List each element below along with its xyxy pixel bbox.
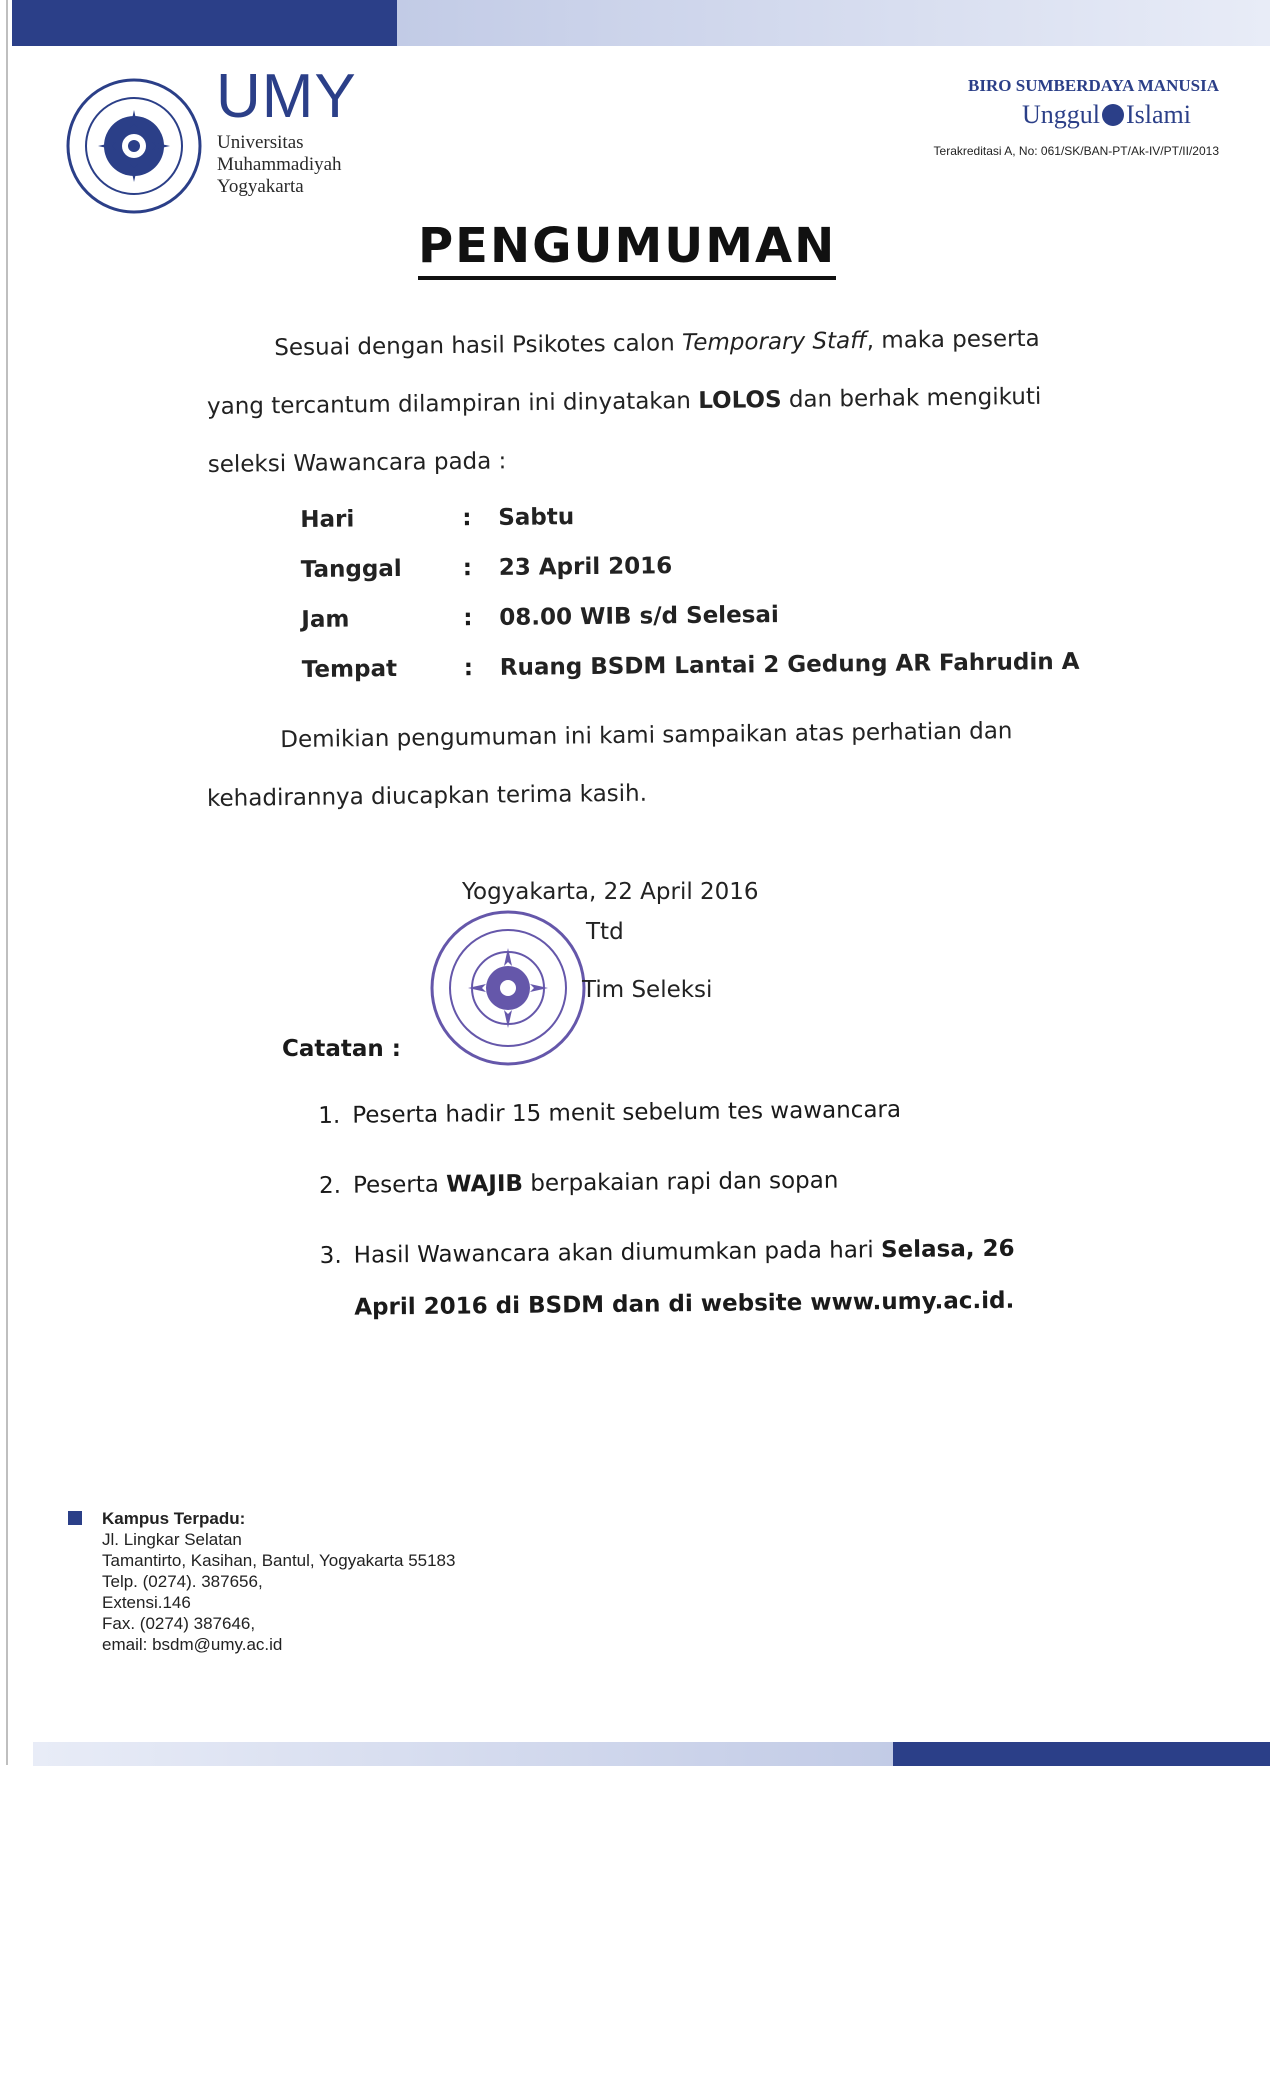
motto-right: Islami — [1126, 100, 1191, 129]
detail-value: 23 April 2016 — [498, 553, 673, 581]
detail-value: Sabtu — [498, 504, 575, 531]
note-item — [318, 1082, 1079, 1142]
signature-place-date: Yogyakarta, 22 April 2016 — [462, 879, 759, 905]
university-line-2: Muhammadiyah — [217, 154, 342, 175]
detail-colon: : — [463, 655, 474, 682]
accreditation-text: Terakreditasi A, No: 061/SK/BAN-PT/Ak-IV/PT/II/2013 — [933, 144, 1219, 158]
university-line-1: Universitas — [217, 132, 304, 153]
brand-logo-text: UMY — [216, 62, 357, 131]
motto-emblem-icon — [1102, 104, 1124, 126]
footer-line: email: bsdm@umy.ac.id — [102, 1635, 283, 1654]
top-band — [12, 0, 1270, 46]
detail-row — [300, 487, 1078, 545]
notes-title: Catatan : — [282, 1036, 402, 1062]
footer-line: Telp. (0274). 387656, — [102, 1572, 263, 1591]
motto-left: Unggul — [1022, 100, 1100, 129]
detail-label: Tanggal — [300, 555, 402, 583]
closing-paragraph — [206, 701, 1067, 827]
note-text-strong: WAJIB — [446, 1170, 524, 1198]
detail-row — [301, 587, 1079, 645]
signature-team: Tim Seleksi — [582, 977, 713, 1003]
note-number: 3. — [319, 1242, 342, 1269]
footer-line: Jl. Lingkar Selatan — [102, 1530, 242, 1549]
detail-row — [302, 637, 1080, 695]
detail-colon: : — [462, 505, 472, 532]
signature-block — [462, 872, 759, 1010]
intro-strong: LOLOS — [698, 386, 782, 414]
intro-paragraph — [206, 309, 1068, 493]
university-line-3: Yogyakarta — [217, 176, 304, 197]
detail-label: Jam — [301, 606, 350, 633]
intro-text-3: dan berhak mengikuti seleksi Wawancara pada : — [207, 383, 1042, 478]
bullet-square-icon — [68, 1511, 82, 1525]
intro-emphasis: Temporary Staff — [681, 327, 867, 357]
intro-text-1: Sesuai dengan hasil Psikotes calon — [274, 330, 683, 362]
detail-label: Tempat — [301, 655, 398, 683]
motto — [1022, 100, 1191, 130]
note-text — [353, 1222, 1080, 1334]
closing-text: Demikian pengumuman ini kami sampaikan atas perhatian dan kehadirannya diucapkan terima kasih. — [206, 718, 1013, 812]
detail-value: 08.00 WIB s/d Selesai — [499, 601, 779, 631]
footer-line: Extensi.146 — [102, 1593, 191, 1612]
footer-line: Tamantirto, Kasihan, Bantul, Yogyakarta 55183 — [102, 1551, 456, 1570]
note-item — [319, 1152, 1080, 1212]
detail-colon: : — [462, 555, 473, 582]
schedule-details — [300, 487, 1080, 695]
page-edge — [6, 0, 8, 1765]
intro-text-2: , maka peserta yang tercantum dilampiran ini dinyatakan — [206, 325, 1040, 420]
footer-address — [68, 1508, 455, 1655]
detail-colon: : — [463, 605, 473, 632]
signature-ttd: Ttd — [586, 919, 624, 945]
note-text-post: berpakaian rapi dan sopan — [522, 1167, 839, 1197]
footer-heading: Kampus Terpadu: — [102, 1509, 246, 1528]
note-item — [319, 1222, 1080, 1334]
footer-line: Fax. (0274) 387646, — [102, 1614, 256, 1633]
note-text — [353, 1152, 1080, 1212]
note-text: Peserta hadir 15 menit sebelum tes wawancara — [352, 1096, 902, 1129]
detail-row — [301, 537, 1079, 595]
note-number: 1. — [318, 1102, 341, 1129]
page-title: PENGUMUMAN — [418, 218, 836, 280]
note-number: 2. — [318, 1172, 342, 1199]
notes-list — [318, 1082, 1081, 1352]
university-seal-icon — [64, 76, 204, 216]
bottom-band — [33, 1742, 1270, 1766]
department-name: BIRO SUMBERDAYA MANUSIA — [968, 76, 1219, 95]
note-text-pre: Peserta — [352, 1171, 447, 1199]
detail-label: Hari — [300, 506, 355, 533]
note-text-strong: Selasa, 26 April 2016 di BSDM dan di website www.umy.ac.id. — [354, 1235, 1015, 1321]
detail-value: Ruang BSDM Lantai 2 Gedung AR Fahrudin A — [499, 648, 1080, 681]
note-text-pre: Hasil Wawancara akan diumumkan pada hari — [353, 1237, 882, 1269]
